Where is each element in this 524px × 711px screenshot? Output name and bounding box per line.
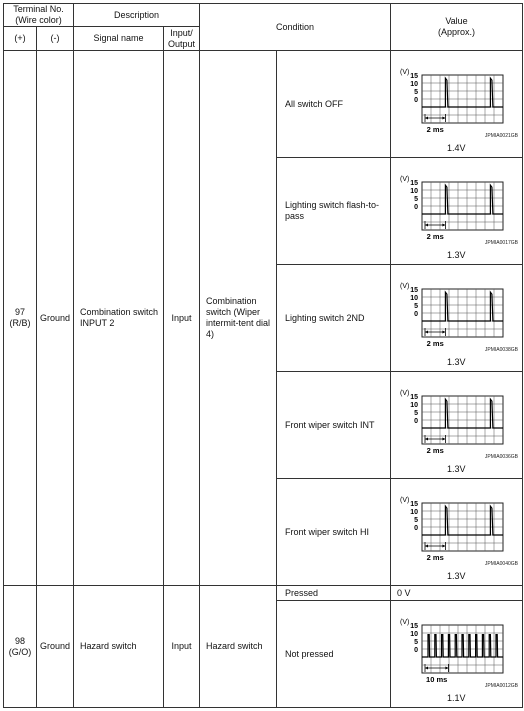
- axis-tick-label: 5: [414, 89, 418, 96]
- axis-tick-label: 5: [414, 303, 418, 310]
- axis-tick-label: 0: [414, 647, 418, 654]
- header-terminal-no: Terminal No. (Wire color): [4, 4, 74, 27]
- condition-pressed: Pressed: [277, 586, 391, 601]
- axis-tick-label: 0: [414, 97, 418, 104]
- condition-main-98: Hazard switch: [200, 586, 277, 708]
- axis-tick-label: 5: [414, 196, 418, 203]
- axis-tick-label: 10: [410, 402, 418, 409]
- header-value: Value (Approx.): [391, 4, 523, 51]
- axis-tick-label: 5: [414, 639, 418, 646]
- axis-unit: (V): [400, 390, 410, 397]
- axis-tick-label: 15: [410, 623, 418, 630]
- waveform: [398, 67, 508, 141]
- waveform-trace: [422, 292, 503, 321]
- time-label: 10 ms: [426, 675, 448, 684]
- axis-unit: (V): [400, 283, 410, 290]
- axis-tick-label: 15: [410, 287, 418, 294]
- time-marker-arrow: [445, 667, 448, 670]
- time-marker-arrow: [425, 438, 428, 441]
- time-label: 2 ms: [426, 446, 444, 455]
- header-input-output: Input/ Output: [164, 27, 200, 51]
- time-marker-arrow: [442, 438, 445, 441]
- axis-tick-label: 5: [414, 410, 418, 417]
- header-minus: (-): [37, 27, 74, 51]
- waveform: [398, 617, 508, 691]
- value-cell: [391, 479, 523, 586]
- condition-main-97: Combination switch (Wiper intermit-tent dial 4): [200, 51, 277, 586]
- condition-front-wiper-hi: Front wiper switch HI: [277, 479, 391, 586]
- axis-tick-label: 10: [410, 188, 418, 195]
- figure-code: JPMIA0038GB: [484, 347, 518, 353]
- time-marker-arrow: [425, 667, 428, 670]
- terminal-plus-98: 98 (G/O): [4, 586, 37, 708]
- time-marker-arrow: [442, 545, 445, 548]
- terminal-minus-97: Ground: [37, 51, 74, 586]
- axis-unit: (V): [400, 69, 410, 76]
- value-cell: [391, 158, 523, 265]
- axis-tick-label: 15: [410, 73, 418, 80]
- axis-tick-label: 0: [414, 418, 418, 425]
- condition-lighting-2nd: Lighting switch 2ND: [277, 265, 391, 372]
- time-marker-arrow: [425, 224, 428, 227]
- io-98: Input: [164, 586, 200, 708]
- waveform: [398, 281, 508, 355]
- time-label: 2 ms: [426, 339, 444, 348]
- condition-not-pressed: Not pressed: [277, 601, 391, 708]
- waveform-trace: [422, 506, 503, 535]
- axis-tick-label: 5: [414, 517, 418, 524]
- value-label: 1.3V: [447, 250, 466, 260]
- condition-all-switch-off: All switch OFF: [277, 51, 391, 158]
- axis-tick-label: 15: [410, 501, 418, 508]
- waveform: [398, 495, 508, 569]
- figure-code: JPMIA0036GB: [484, 454, 518, 460]
- header-signal-name: Signal name: [74, 27, 164, 51]
- waveform: [398, 174, 508, 248]
- axis-unit: (V): [400, 619, 410, 626]
- waveform-trace: [422, 635, 503, 657]
- axis-tick-label: 10: [410, 509, 418, 516]
- header-plus: (+): [4, 27, 37, 51]
- header-condition: Condition: [200, 4, 391, 51]
- value-cell: [391, 372, 523, 479]
- signal-name-98: Hazard switch: [74, 586, 164, 708]
- value-cell: [391, 265, 523, 372]
- time-marker-arrow: [442, 224, 445, 227]
- header-description: Description: [74, 4, 200, 27]
- figure-code: JPMIA0012GB: [484, 683, 518, 689]
- waveform-trace: [422, 78, 503, 107]
- time-marker-arrow: [425, 117, 428, 120]
- io-97: Input: [164, 51, 200, 586]
- figure-code: JPMIA0017GB: [484, 240, 518, 246]
- value-label: 1.1V: [447, 693, 466, 703]
- time-label: 2 ms: [426, 125, 444, 134]
- axis-tick-label: 15: [410, 180, 418, 187]
- value-cell: [391, 51, 523, 158]
- time-marker-arrow: [425, 331, 428, 334]
- value-label: 1.4V: [447, 143, 466, 153]
- time-marker-arrow: [442, 117, 445, 120]
- time-label: 2 ms: [426, 232, 444, 241]
- value-cell: [391, 601, 523, 708]
- time-label: 2 ms: [426, 553, 444, 562]
- axis-tick-label: 0: [414, 311, 418, 318]
- waveform-trace: [422, 399, 503, 428]
- figure-code: JPMIA0021GB: [484, 133, 518, 139]
- waveform: [398, 388, 508, 462]
- figure-code: JPMIA0040GB: [484, 561, 518, 567]
- condition-flash-to-pass: Lighting switch flash-to-pass: [277, 158, 391, 265]
- value-label: 1.3V: [447, 464, 466, 474]
- terminal-plus-97: 97 (R/B): [4, 51, 37, 586]
- axis-tick-label: 10: [410, 295, 418, 302]
- value-label: 1.3V: [447, 571, 466, 581]
- axis-tick-label: 0: [414, 525, 418, 532]
- axis-tick-label: 0: [414, 204, 418, 211]
- axis-tick-label: 15: [410, 394, 418, 401]
- value-label: 1.3V: [447, 357, 466, 367]
- time-marker-arrow: [425, 545, 428, 548]
- signal-name-97: Combination switch INPUT 2: [74, 51, 164, 586]
- waveform-trace: [422, 185, 503, 214]
- value-pressed: 0 V: [391, 586, 523, 601]
- time-marker-arrow: [442, 331, 445, 334]
- condition-front-wiper-int: Front wiper switch INT: [277, 372, 391, 479]
- axis-tick-label: 10: [410, 81, 418, 88]
- terminal-table: [3, 3, 523, 708]
- axis-unit: (V): [400, 497, 410, 504]
- axis-tick-label: 10: [410, 631, 418, 638]
- axis-unit: (V): [400, 176, 410, 183]
- terminal-minus-98: Ground: [37, 586, 74, 708]
